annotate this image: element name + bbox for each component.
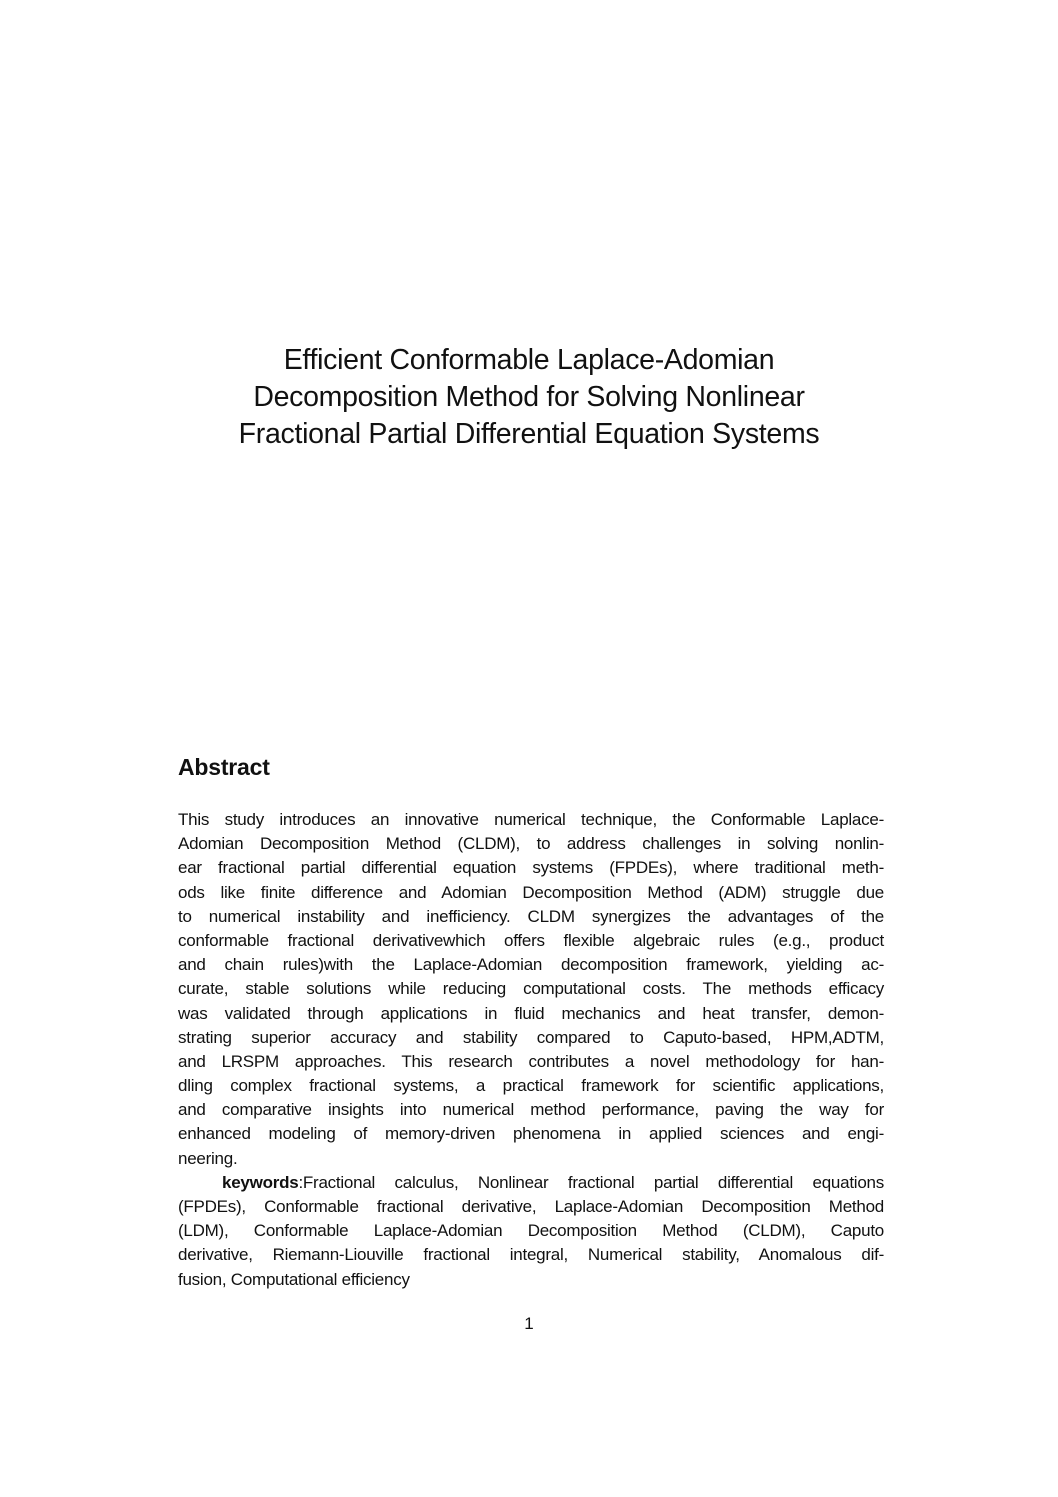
abstract-line: and chain rules)with the Laplace-Adomian decomposition framework, yielding ac- xyxy=(178,955,884,975)
abstract-heading: Abstract xyxy=(178,754,270,780)
keywords-line: (FPDEs), Conformable fractional derivative, Laplace-Adomian Decomposition Method xyxy=(178,1197,884,1216)
title-line: Fractional Partial Differential Equation Systems xyxy=(238,418,820,450)
keywords-label: keywords xyxy=(222,1172,299,1192)
abstract-line: and comparative insights into numerical method performance, paving the way for xyxy=(178,1100,884,1120)
keywords-text: :Fractional calculus, Nonlinear fractional partial differential equations xyxy=(298,1172,884,1192)
keywords-line: derivative, Riemann-Liouville fractional integral, Numerical stability, Anomalous dif- xyxy=(178,1245,884,1265)
paper-title xyxy=(0,342,1058,453)
abstract-line: conformable fractional derivativewhich offers flexible algebraic rules (e.g., product xyxy=(178,930,884,950)
abstract-line: enhanced modeling of memory-driven phenomena in applied sciences and engi- xyxy=(178,1124,884,1144)
abstract-line: curate, stable solutions while reducing computational costs. The methods efficacy xyxy=(178,979,884,999)
page-number: 1 xyxy=(524,1314,534,1333)
abstract-line: was validated through applications in fluid mechanics and heat transfer, demon- xyxy=(178,1003,884,1023)
abstract-line: neering. xyxy=(178,1148,238,1168)
title-line: Efficient Conformable Laplace-Adomian xyxy=(283,344,775,376)
keywords-line: (LDM), Conformable Laplace-Adomian Decomposition Method (CLDM), Caputo xyxy=(178,1221,884,1241)
abstract-line: dling complex fractional systems, a practical framework for scientific applications, xyxy=(178,1076,884,1096)
abstract-line: This study introduces an innovative numerical technique, the Conformable Laplace- xyxy=(178,810,884,829)
abstract-line: strating superior accuracy and stability compared to Caputo-based, HPM,ADTM, xyxy=(178,1027,884,1047)
title-line: Decomposition Method for Solving Nonlinear xyxy=(253,381,805,413)
abstract-line: to numerical instability and inefficiency. CLDM synergizes the advantages of the xyxy=(178,906,884,926)
keywords-line: fusion, Computational efficiency xyxy=(178,1269,410,1289)
abstract-line: Adomian Decomposition Method (CLDM), to address challenges in solving nonlin- xyxy=(178,834,884,854)
abstract-line: ods like finite difference and Adomian Decomposition Method (ADM) struggle due xyxy=(178,882,884,902)
abstract-body xyxy=(178,808,884,1292)
abstract-line: ear fractional partial differential equation systems (FPDEs), where traditional meth- xyxy=(178,858,884,878)
abstract-line: and LRSPM approaches. This research contributes a novel methodology for han- xyxy=(178,1051,884,1071)
keywords-paragraph xyxy=(178,1171,884,1195)
